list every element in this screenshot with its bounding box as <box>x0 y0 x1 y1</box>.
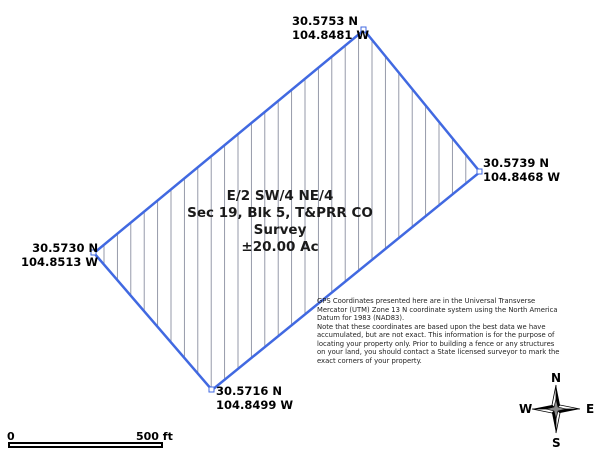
parcel-description-line: E/2 SW/4 NE/4 <box>226 188 334 204</box>
disclaimer-line: Datum for 1983 (NAD83). <box>317 314 405 322</box>
corner-north-lat: 30.5753 N <box>292 14 359 28</box>
disclaimer-line: locating your property only. Prior to building a fence or any structures <box>317 339 555 348</box>
corner-west-lat: 30.5730 N <box>32 241 99 255</box>
parcel-description <box>170 188 390 256</box>
parcel-acreage: ±20.00 Ac <box>241 239 319 255</box>
corner-north-lon: 104.8481 W <box>292 28 370 42</box>
compass-east-label: E <box>586 402 595 416</box>
corner-south-lon: 104.8499 W <box>216 398 294 412</box>
disclaimer-line: GPS Coordinates presented here are in the Universal Transverse <box>317 297 536 305</box>
corner-label-west <box>21 241 98 269</box>
corner-marker-south <box>209 387 214 392</box>
corner-east-lat: 30.5739 N <box>483 156 550 170</box>
compass-rose-icon <box>532 385 580 433</box>
scale-bar-end-label: 500 ft <box>136 430 173 443</box>
compass-south-label: S <box>552 436 561 450</box>
corner-south-lat: 30.5716 N <box>216 384 283 398</box>
corner-east-lon: 104.8468 W <box>483 170 561 184</box>
compass-west-label: W <box>519 402 533 416</box>
corner-label-north <box>292 14 369 42</box>
disclaimer-line: exact corners of your property. <box>317 356 422 365</box>
disclaimer-line: Mercator (UTM) Zone 13 N coordinate system using the North America <box>317 305 558 314</box>
corner-marker-east <box>477 169 482 174</box>
corner-label-east <box>483 156 560 184</box>
disclaimer-line: accumulated, but are not exact. This information is for the purpose of <box>317 331 555 339</box>
scale-bar-inner <box>10 444 161 446</box>
scale-bar-start-label: 0 <box>7 430 15 443</box>
disclaimer-line: on your land, you should contact a State licensed surveyor to mark the <box>317 348 560 356</box>
gps-disclaimer <box>317 297 597 365</box>
corner-label-south <box>216 384 293 412</box>
compass-north-label: N <box>551 371 562 385</box>
corner-west-lon: 104.8513 W <box>21 255 99 269</box>
disclaimer-line: Note that these coordinates are based upon the best data we have <box>317 322 546 331</box>
parcel-description-line: Sec 19, Blk 5, T&PRR CO Survey <box>187 205 373 238</box>
